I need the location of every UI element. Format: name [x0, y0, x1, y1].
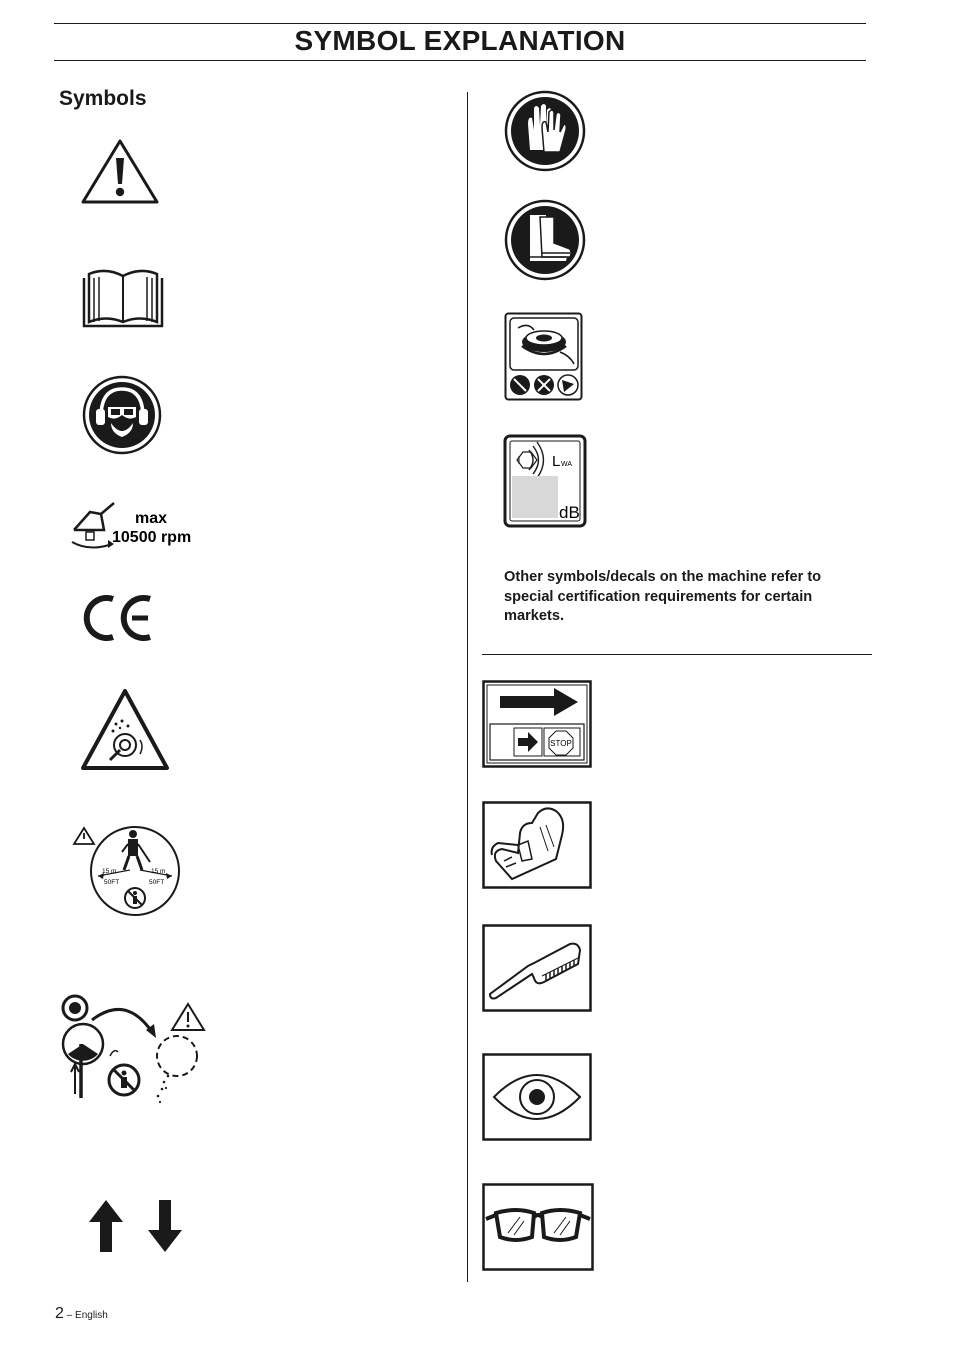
ce-mark-icon [86, 593, 156, 643]
noise-label: L [552, 453, 561, 470]
stop-label: STOP [550, 739, 572, 748]
distance-feet-left: 50FT [104, 879, 120, 886]
footer-language: – English [63, 1310, 108, 1321]
safety-distance-icon [72, 824, 184, 918]
trimmer-head-icon [504, 312, 584, 402]
noise-sub-label: WA [561, 461, 573, 468]
page-number: 2 [55, 1305, 64, 1322]
rotation-warning-icon [56, 994, 208, 1104]
warning-triangle-icon [80, 138, 160, 206]
distance-meters-right: 15 m [151, 868, 166, 875]
rpm-label-max: max [135, 510, 168, 527]
page-title: SYMBOL EXPLANATION [294, 25, 626, 56]
column-divider [467, 92, 468, 1282]
read-manual-icon [82, 268, 164, 328]
eye-icon [482, 1053, 592, 1141]
protective-equipment-icon [81, 375, 163, 455]
mitten-icon [482, 801, 592, 889]
distance-feet-right: 50FT [149, 879, 165, 886]
max-rpm-icon [66, 500, 201, 558]
section-heading: Symbols [59, 87, 147, 110]
stop-arrow-icon [482, 680, 592, 768]
note-text: Other symbols/decals on the machine refer to special certification requirements for certain markets. [504, 569, 822, 624]
section-rule [482, 654, 872, 655]
gloves-icon [504, 90, 586, 172]
rpm-label-value: 10500 rpm [112, 529, 192, 546]
boots-icon [504, 199, 586, 281]
goggles-icon [482, 1183, 594, 1271]
header-rule-bottom [54, 60, 866, 61]
header-rule-top [54, 23, 866, 24]
noise-unit-label: dB [559, 503, 580, 522]
page-footer [55, 1305, 108, 1323]
thrown-objects-warning-icon [80, 688, 170, 772]
distance-meters-left: 15 m [102, 868, 117, 875]
up-down-arrows-icon [88, 1198, 184, 1254]
noise-level-icon [503, 434, 587, 528]
brush-icon [482, 924, 592, 1012]
